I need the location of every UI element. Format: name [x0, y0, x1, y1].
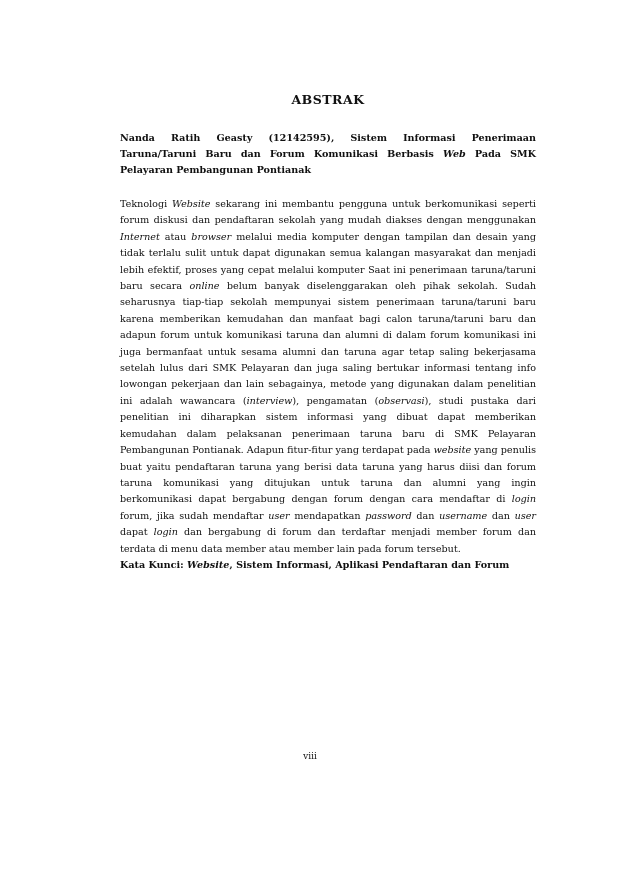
keywords-list: , Sistem Informasi, Aplikasi Pendaftaran dan Forum: [229, 559, 510, 571]
abstract-text: dapat: [120, 527, 154, 539]
keywords-label: Kata Kunci:: [120, 559, 187, 571]
abstract-italic: login: [511, 494, 536, 506]
abstract-italic: online: [189, 281, 220, 293]
citation: [120, 131, 536, 179]
keywords: [120, 558, 536, 574]
abstract-text: sekarang ini membantu pengguna untuk berkomunikasi seperti forum diskusi dan pendaftaran sekolah yang mudah diakses dengan menggunakan: [120, 199, 537, 227]
abstract-italic: Internet: [120, 231, 160, 243]
abstract-italic: browser: [191, 231, 232, 243]
abstract-italic: website: [433, 445, 472, 457]
keyword-website: Website: [187, 559, 230, 571]
abstract-italic: login: [153, 527, 178, 539]
abstract-text: melalui media komputer dengan tampilan dan desain yang tidak terlalu sulit untuk dapat digunakan semua kalangan masyarakat dan menjadi lebih efektif, proses yang cepat melalui komputer Saat ini penerimaan taruna/taruni baru secara: [120, 231, 537, 293]
page-title: ABSTRAK: [291, 92, 365, 107]
abstract-text: yang penulis buat yaitu pendaftaran taruna yang berisi data taruna yang harus diisi dan forum taruna komunikasi yang ditujukan untuk taruna dan alumni yang ingin berkomunikasi dapat bergabung dengan forum dengan cara mendaftar di: [120, 445, 536, 506]
citation-text: Nanda Ratih Geasty (12142595), Sistem Informasi Penerimaan Taruna/Taruni Baru dan Forum Komunikasi Berbasis: [120, 133, 536, 160]
citation-text-end: Pada SMK Pelayaran Pembangunan Pontianak: [120, 149, 536, 176]
abstract-text: ), studi pustaka dari penelitian ini diharapkan sistem informasi yang dibuat dapat memberikan kemudahan dalam pelaksanan penerimaan taruna baru di SMK Pelayaran Pembangunan Pontianak. Adapun fitur-fitur yang terdapat pada: [120, 395, 536, 457]
abstract-text: forum, jika sudah mendaftar: [120, 510, 269, 522]
abstract-italic: user: [514, 510, 537, 522]
abstract-italic: observasi: [378, 395, 425, 407]
abstract-paragraph: [120, 197, 536, 558]
abstract-text: dan bergabung di forum dan terdaftar menjadi member forum dan terdata di menu data member atau member lain pada forum tersebut.: [120, 527, 536, 555]
abstract-text: dan: [487, 510, 515, 522]
abstract-text: dan: [411, 510, 440, 522]
abstract-italic: user: [268, 510, 290, 522]
abstract-text: mendapatkan: [289, 510, 366, 522]
abstract-italic: username: [439, 510, 488, 522]
abstract-text: atau: [159, 231, 192, 243]
abstract-text: ), pengamatan (: [292, 395, 379, 407]
abstract-italic: Website: [172, 199, 211, 210]
abstract-text: Teknologi: [120, 199, 173, 210]
document-page: [120, 92, 536, 574]
citation-italic-web: Web: [442, 149, 466, 160]
abstract-italic: interview: [246, 395, 293, 407]
abstract-italic: password: [365, 510, 412, 522]
abstract-text: belum banyak diselenggarakan oleh pihak sekolah. Sudah seharusnya tiap-tiap sekolah mempunyai sistem penerimaan taruna/taruni baru karena memberikan kemudahan dan manfaat bagi calon taruna/taruni baru dan adapun forum untuk komunikasi taruna dan alumni di dalam forum komunikasi ini juga bermanfaat untuk sesama alumni dan taruna agar tetap saling bekerjasama setelah lulus dari SMK Pelayaran dan juga saling bertukar informasi tentang info lowongan pekerjaan dan lain sebagainya, metode yang digunakan dalam penelitian ini adalah wawancara (: [120, 281, 536, 407]
page-number: viii: [303, 752, 317, 762]
